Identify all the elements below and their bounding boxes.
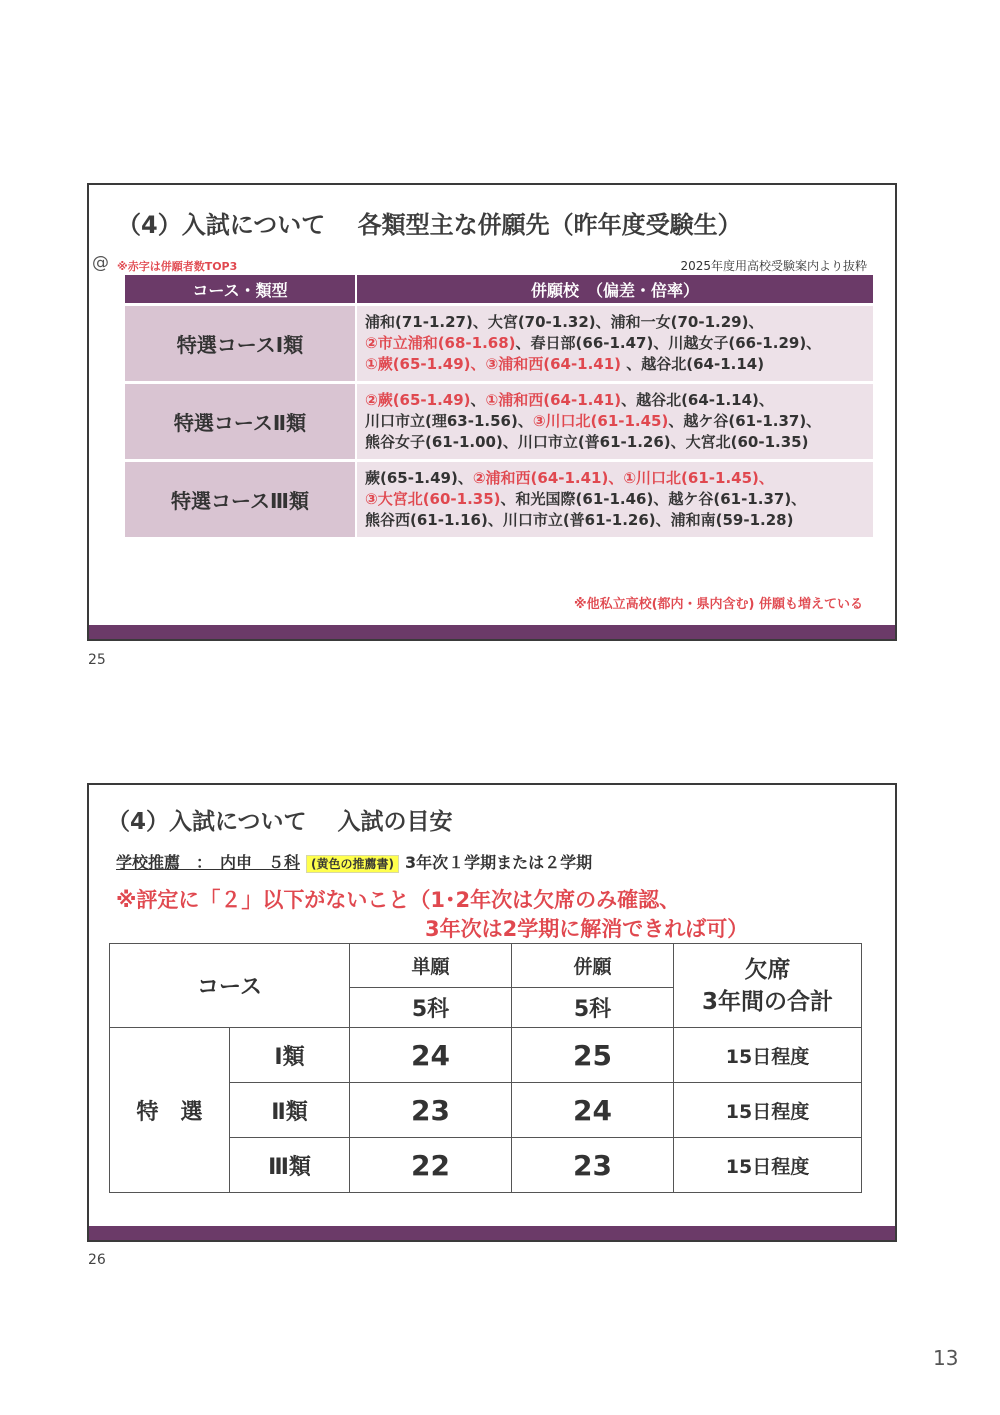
school-list <box>356 384 873 459</box>
combined-score: 25 <box>512 1028 674 1083</box>
table-row <box>110 1028 862 1083</box>
school-text: 川口市立(理63-1.56)、 <box>365 412 533 430</box>
school-text: 熊谷女子(61-1.00)、川口市立(普61-1.26)、大宮北(60-1.35) <box>365 433 809 451</box>
admission-criteria-table <box>109 943 862 1193</box>
absence-header-line1: 欠席 <box>744 956 791 983</box>
school-text: 、越ケ谷(61-1.37)、 <box>668 412 822 430</box>
school-line <box>365 468 865 489</box>
recommendation-period: 3年次１学期または２学期 <box>405 853 593 872</box>
source-note: 2025年度用高校受験案内より抜粋 <box>680 259 867 273</box>
recommendation-highlight: (黄色の推薦書) <box>306 855 399 873</box>
warning-line-2: 3年次は2学期に解消できれば可） <box>425 917 749 941</box>
school-text: 、越谷北(64-1.14)、 <box>621 391 774 409</box>
type-label: Ⅱ類 <box>230 1083 350 1138</box>
course-header: コース <box>110 944 350 1028</box>
school-text: 浦和(71-1.27)、大宮(70-1.32)、浦和一女(70-1.29)、 <box>365 313 764 331</box>
school-line <box>365 510 865 531</box>
slide-26 <box>87 783 897 1242</box>
school-text: 、越谷北(64-1.14) <box>621 355 765 373</box>
table-row <box>125 306 873 381</box>
school-line <box>365 489 865 510</box>
combined-header: 併願 <box>512 944 674 988</box>
school-list <box>356 462 873 537</box>
combined-subheader: 5科 <box>512 988 674 1028</box>
single-header: 単願 <box>350 944 512 988</box>
course-name: 特選コースⅢ類 <box>125 462 356 537</box>
absence-header-line2: 3年間の合計 <box>701 988 833 1015</box>
swirl-icon: @ <box>92 253 109 273</box>
school-line <box>365 354 865 375</box>
absence-limit: 15日程度 <box>674 1138 862 1193</box>
course-name: 特選コースⅠ類 <box>125 306 356 381</box>
school-top3: ③川口北(61-1.45) <box>532 412 669 430</box>
recommendation-line <box>116 850 592 873</box>
school-line <box>365 333 865 354</box>
school-line <box>365 432 865 453</box>
table-row <box>125 462 873 537</box>
absence-limit: 15日程度 <box>674 1028 862 1083</box>
combined-score: 24 <box>512 1083 674 1138</box>
warning-line-1: ※評定に「２」以下がないこと（1･2年次は欠席のみ確認、 <box>116 888 681 912</box>
table-row <box>125 384 873 459</box>
page-number: 26 <box>88 1252 106 1268</box>
school-text: 、 <box>470 391 486 409</box>
course-name: 特選コースⅡ類 <box>125 384 356 459</box>
single-score: 22 <box>350 1138 512 1193</box>
top3-note: ※赤字は併願者数TOP3 <box>117 260 238 273</box>
school-text: 、春日部(66-1.47)、川越女子(66-1.29)、 <box>515 334 822 352</box>
combined-score: 23 <box>512 1138 674 1193</box>
school-line <box>365 390 865 411</box>
school-top3: ②浦和西(64-1.41)、①川口北(61-1.45)、 <box>472 469 774 487</box>
school-text: 蕨(65-1.49)、 <box>365 469 473 487</box>
school-text: 熊谷西(61-1.16)、川口市立(普61-1.26)、浦和南(59-1.28) <box>365 511 794 529</box>
group-label: 特 選 <box>110 1028 230 1193</box>
school-text: 、和光国際(61-1.46)、越ケ谷(61-1.37)、 <box>500 490 807 508</box>
header-schools: 併願校 （偏差・倍率） <box>356 275 873 303</box>
slide-title: （4）入試について 入試の目安 <box>107 809 453 835</box>
school-top3: ③大宮北(60-1.35) <box>365 490 501 508</box>
school-line <box>365 312 865 333</box>
combined-schools-table <box>125 275 873 537</box>
absence-header <box>674 944 862 1028</box>
school-top3: ①蕨(65-1.49)、③浦和西(64-1.41) <box>365 355 622 373</box>
school-list <box>356 306 873 381</box>
recommendation-label: 学校推薦 ： 内申 ５科 <box>116 853 301 872</box>
type-label: Ⅰ類 <box>230 1028 350 1083</box>
footnote: ※他私立高校(都内・県内含む) 併願も増えている <box>573 597 863 612</box>
absence-limit: 15日程度 <box>674 1083 862 1138</box>
single-score: 23 <box>350 1083 512 1138</box>
page-number: 25 <box>88 652 106 668</box>
slide-25 <box>87 183 897 641</box>
slide-footer-bar <box>89 1226 895 1240</box>
type-label: Ⅲ類 <box>230 1138 350 1193</box>
school-top3: ②市立浦和(68-1.68) <box>365 334 516 352</box>
slide-title: （4）入試について 各類型主な併願先（昨年度受験生） <box>117 211 742 239</box>
school-top3: ①浦和西(64-1.41) <box>485 391 622 409</box>
school-top3: ②蕨(65-1.49) <box>365 391 471 409</box>
school-line <box>365 411 865 432</box>
sheet-page-number: 13 <box>933 1346 959 1370</box>
single-subheader: 5科 <box>350 988 512 1028</box>
header-course: コース・類型 <box>125 275 356 303</box>
slide-footer-bar <box>89 625 895 639</box>
single-score: 24 <box>350 1028 512 1083</box>
table-header-row <box>110 944 862 988</box>
